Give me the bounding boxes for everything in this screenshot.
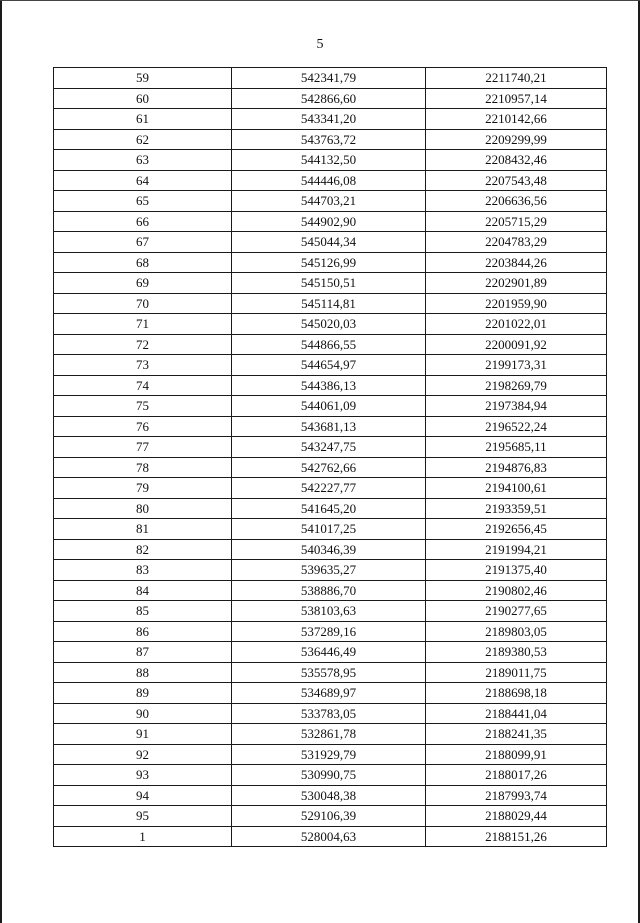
point-number-cell: 70 — [54, 293, 232, 314]
point-number-cell: 63 — [54, 150, 232, 171]
x-coordinate-cell: 545126,99 — [232, 252, 426, 273]
y-coordinate-cell: 2197384,94 — [426, 396, 607, 417]
y-coordinate-cell: 2191375,40 — [426, 560, 607, 581]
y-coordinate-cell: 2191994,21 — [426, 539, 607, 560]
point-number-cell: 60 — [54, 88, 232, 109]
point-number-cell: 74 — [54, 375, 232, 396]
x-coordinate-cell: 545020,03 — [232, 314, 426, 335]
x-coordinate-cell: 545150,51 — [232, 273, 426, 294]
point-number-cell: 64 — [54, 170, 232, 191]
x-coordinate-cell: 544902,90 — [232, 211, 426, 232]
table-row — [54, 744, 607, 765]
table-row — [54, 765, 607, 786]
x-coordinate-cell: 532861,78 — [232, 724, 426, 745]
y-coordinate-cell: 2188099,91 — [426, 744, 607, 765]
x-coordinate-cell: 543341,20 — [232, 109, 426, 130]
point-number-cell: 72 — [54, 334, 232, 355]
x-coordinate-cell: 543247,75 — [232, 437, 426, 458]
table-row — [54, 293, 607, 314]
point-number-cell: 91 — [54, 724, 232, 745]
table-row — [54, 355, 607, 376]
y-coordinate-cell: 2201022,01 — [426, 314, 607, 335]
y-coordinate-cell: 2190277,65 — [426, 601, 607, 622]
x-coordinate-cell: 537289,16 — [232, 621, 426, 642]
x-coordinate-cell: 542341,79 — [232, 68, 426, 89]
point-number-cell: 62 — [54, 129, 232, 150]
y-coordinate-cell: 2189803,05 — [426, 621, 607, 642]
table-row — [54, 68, 607, 89]
y-coordinate-cell: 2198269,79 — [426, 375, 607, 396]
coordinates-table — [53, 67, 607, 847]
point-number-cell: 59 — [54, 68, 232, 89]
x-coordinate-cell: 544654,97 — [232, 355, 426, 376]
point-number-cell: 92 — [54, 744, 232, 765]
x-coordinate-cell: 542866,60 — [232, 88, 426, 109]
page-number: 5 — [316, 37, 324, 52]
x-coordinate-cell: 544446,08 — [232, 170, 426, 191]
y-coordinate-cell: 2210957,14 — [426, 88, 607, 109]
y-coordinate-cell: 2211740,21 — [426, 68, 607, 89]
y-coordinate-cell: 2189011,75 — [426, 662, 607, 683]
point-number-cell: 80 — [54, 498, 232, 519]
x-coordinate-cell: 542762,66 — [232, 457, 426, 478]
table-row — [54, 252, 607, 273]
y-coordinate-cell: 2194100,61 — [426, 478, 607, 499]
table-row — [54, 109, 607, 130]
point-number-cell: 87 — [54, 642, 232, 663]
point-number-cell: 83 — [54, 560, 232, 581]
point-number-cell: 93 — [54, 765, 232, 786]
page-edge-top — [0, 0, 640, 1]
table-row — [54, 560, 607, 581]
y-coordinate-cell: 2189380,53 — [426, 642, 607, 663]
x-coordinate-cell: 533783,05 — [232, 703, 426, 724]
x-coordinate-cell: 543763,72 — [232, 129, 426, 150]
x-coordinate-cell: 528004,63 — [232, 826, 426, 847]
x-coordinate-cell: 544132,50 — [232, 150, 426, 171]
coordinates-table-body — [54, 68, 607, 847]
point-number-cell: 65 — [54, 191, 232, 212]
x-coordinate-cell: 534689,97 — [232, 683, 426, 704]
point-number-cell: 61 — [54, 109, 232, 130]
y-coordinate-cell: 2199173,31 — [426, 355, 607, 376]
point-number-cell: 85 — [54, 601, 232, 622]
point-number-cell: 95 — [54, 806, 232, 827]
y-coordinate-cell: 2200091,92 — [426, 334, 607, 355]
table-row — [54, 416, 607, 437]
x-coordinate-cell: 541645,20 — [232, 498, 426, 519]
y-coordinate-cell: 2209299,99 — [426, 129, 607, 150]
table-row — [54, 498, 607, 519]
y-coordinate-cell: 2188441,04 — [426, 703, 607, 724]
point-number-cell: 67 — [54, 232, 232, 253]
y-coordinate-cell: 2196522,24 — [426, 416, 607, 437]
table-row — [54, 580, 607, 601]
x-coordinate-cell: 530990,75 — [232, 765, 426, 786]
table-row — [54, 724, 607, 745]
point-number-cell: 69 — [54, 273, 232, 294]
point-number-cell: 73 — [54, 355, 232, 376]
table-row — [54, 621, 607, 642]
y-coordinate-cell: 2194876,83 — [426, 457, 607, 478]
y-coordinate-cell: 2188017,26 — [426, 765, 607, 786]
x-coordinate-cell: 540346,39 — [232, 539, 426, 560]
x-coordinate-cell: 529106,39 — [232, 806, 426, 827]
x-coordinate-cell: 543681,13 — [232, 416, 426, 437]
y-coordinate-cell: 2188241,35 — [426, 724, 607, 745]
table-row — [54, 806, 607, 827]
y-coordinate-cell: 2204783,29 — [426, 232, 607, 253]
point-number-cell: 66 — [54, 211, 232, 232]
point-number-cell: 89 — [54, 683, 232, 704]
table-row — [54, 785, 607, 806]
y-coordinate-cell: 2205715,29 — [426, 211, 607, 232]
table-row — [54, 88, 607, 109]
table-row — [54, 703, 607, 724]
x-coordinate-cell: 538886,70 — [232, 580, 426, 601]
y-coordinate-cell: 2188151,26 — [426, 826, 607, 847]
table-row — [54, 232, 607, 253]
point-number-cell: 68 — [54, 252, 232, 273]
y-coordinate-cell: 2202901,89 — [426, 273, 607, 294]
table-row — [54, 662, 607, 683]
y-coordinate-cell: 2190802,46 — [426, 580, 607, 601]
x-coordinate-cell: 544061,09 — [232, 396, 426, 417]
x-coordinate-cell: 538103,63 — [232, 601, 426, 622]
y-coordinate-cell: 2187993,74 — [426, 785, 607, 806]
x-coordinate-cell: 544703,21 — [232, 191, 426, 212]
point-number-cell: 77 — [54, 437, 232, 458]
table-row — [54, 826, 607, 847]
x-coordinate-cell: 545044,34 — [232, 232, 426, 253]
y-coordinate-cell: 2208432,46 — [426, 150, 607, 171]
point-number-cell: 90 — [54, 703, 232, 724]
table-row — [54, 170, 607, 191]
y-coordinate-cell: 2206636,56 — [426, 191, 607, 212]
point-number-cell: 81 — [54, 519, 232, 540]
x-coordinate-cell: 530048,38 — [232, 785, 426, 806]
y-coordinate-cell: 2210142,66 — [426, 109, 607, 130]
point-number-cell: 75 — [54, 396, 232, 417]
y-coordinate-cell: 2207543,48 — [426, 170, 607, 191]
point-number-cell: 86 — [54, 621, 232, 642]
table-row — [54, 683, 607, 704]
table-row — [54, 396, 607, 417]
x-coordinate-cell: 542227,77 — [232, 478, 426, 499]
x-coordinate-cell: 545114,81 — [232, 293, 426, 314]
table-row — [54, 314, 607, 335]
table-row — [54, 334, 607, 355]
table-row — [54, 539, 607, 560]
table-row — [54, 150, 607, 171]
table-row — [54, 191, 607, 212]
point-number-cell: 71 — [54, 314, 232, 335]
x-coordinate-cell: 535578,95 — [232, 662, 426, 683]
table-row — [54, 129, 607, 150]
x-coordinate-cell: 541017,25 — [232, 519, 426, 540]
point-number-cell: 84 — [54, 580, 232, 601]
x-coordinate-cell: 544866,55 — [232, 334, 426, 355]
point-number-cell: 79 — [54, 478, 232, 499]
x-coordinate-cell: 531929,79 — [232, 744, 426, 765]
y-coordinate-cell: 2203844,26 — [426, 252, 607, 273]
x-coordinate-cell: 544386,13 — [232, 375, 426, 396]
table-row — [54, 375, 607, 396]
table-row — [54, 642, 607, 663]
y-coordinate-cell: 2188698,18 — [426, 683, 607, 704]
point-number-cell: 88 — [54, 662, 232, 683]
table-row — [54, 457, 607, 478]
y-coordinate-cell: 2195685,11 — [426, 437, 607, 458]
point-number-cell: 1 — [54, 826, 232, 847]
x-coordinate-cell: 539635,27 — [232, 560, 426, 581]
point-number-cell: 82 — [54, 539, 232, 560]
y-coordinate-cell: 2193359,51 — [426, 498, 607, 519]
y-coordinate-cell: 2192656,45 — [426, 519, 607, 540]
table-row — [54, 437, 607, 458]
y-coordinate-cell: 2201959,90 — [426, 293, 607, 314]
y-coordinate-cell: 2188029,44 — [426, 806, 607, 827]
table-row — [54, 273, 607, 294]
point-number-cell: 94 — [54, 785, 232, 806]
table-row — [54, 211, 607, 232]
point-number-cell: 76 — [54, 416, 232, 437]
page-edge-left — [0, 0, 2, 923]
point-number-cell: 78 — [54, 457, 232, 478]
table-row — [54, 601, 607, 622]
table-row — [54, 478, 607, 499]
x-coordinate-cell: 536446,49 — [232, 642, 426, 663]
table-row — [54, 519, 607, 540]
